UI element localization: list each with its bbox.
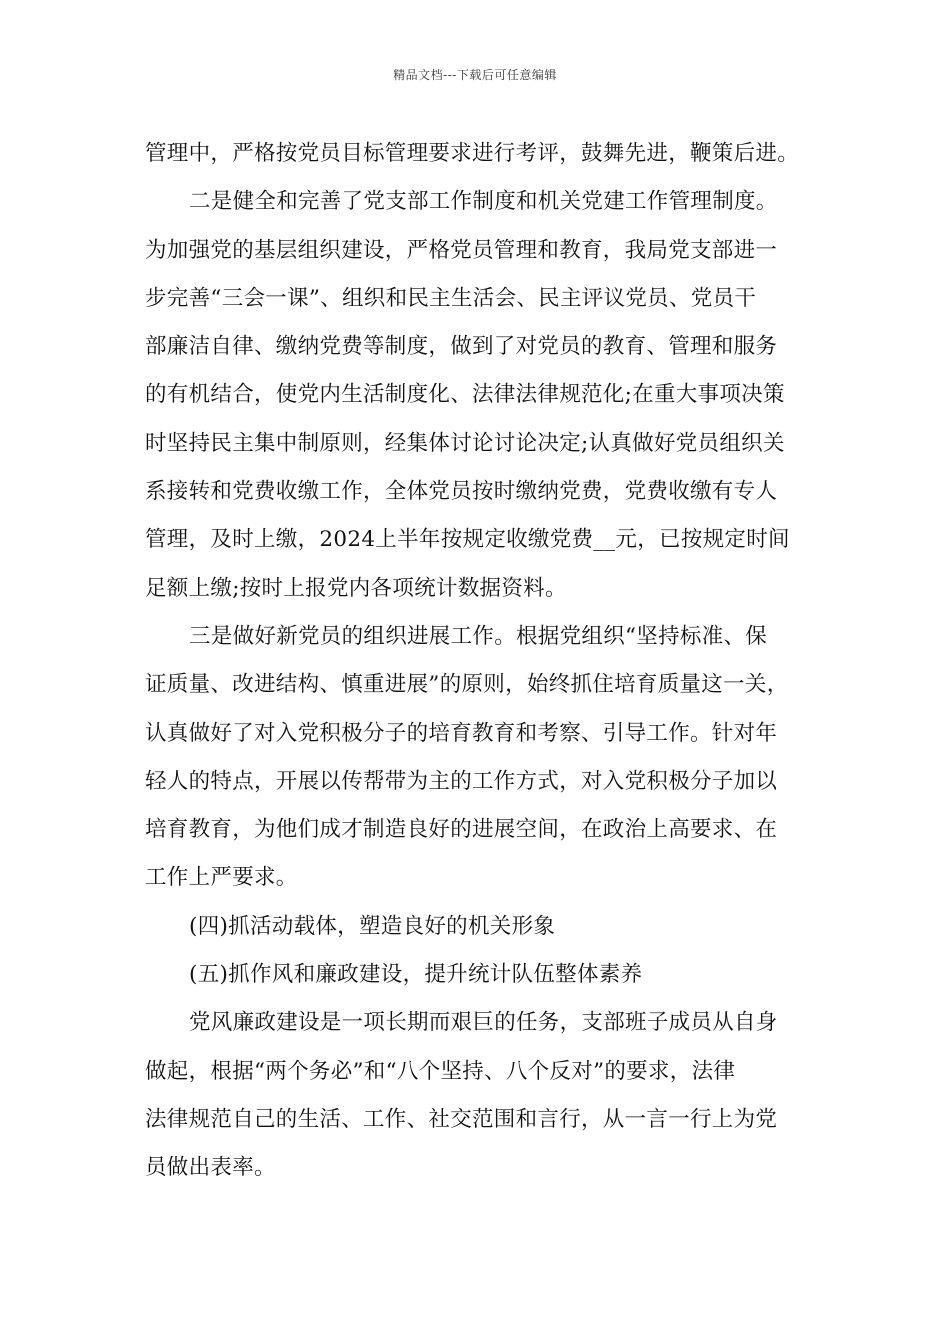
text-line: 为加强党的基层组织建设，严格党员管理和教育，我局党支部进一: [145, 237, 778, 263]
text-line: 法律规范自己的生活、工作、社交范围和言行，从一言一行上为党: [145, 1106, 778, 1132]
text-line: 轻人的特点，开展以传帮带为主的工作方式，对入党积极分子加以: [145, 768, 778, 794]
text-line: 的有机结合，使党内生活制度化、法律法律规范化;在重大事项决策: [145, 382, 785, 408]
section-heading: (四)抓活动载体，塑造良好的机关形象: [189, 913, 556, 939]
text-line: 时坚持民主集中制原则，经集体讨论讨论决定;认真做好党员组织关: [145, 430, 785, 456]
document-body: [145, 130, 825, 1193]
text-line: 系接转和党费收缴工作，全体党员按时缴纳党费，党费收缴有专人: [145, 479, 778, 505]
text-line: 二是健全和完善了党支部工作制度和机关党建工作管理制度。: [189, 189, 778, 215]
text-line: 足额上缴;按时上报党内各项统计数据资料。: [145, 575, 567, 601]
text-line: 部廉洁自律、缴纳党费等制度，做到了对党员的教育、管理和服务: [145, 334, 778, 360]
section-heading: (五)抓作风和廉政建设，提升统计队伍整体素养: [189, 962, 643, 988]
text-line: 培育教育，为他们成才制造良好的进展空间，在政治上高要求、在: [145, 817, 778, 843]
text-line: 员做出表率。: [145, 1155, 276, 1181]
text-line: 管理，及时上缴，2024上半年按规定收缴党费__元，已按规定时间: [145, 527, 790, 553]
page-header: 精品文档---下载后可任意编辑: [393, 68, 557, 82]
text-line: 做起，根据“两个务必”和“八个坚持、八个反对”的要求，法律: [145, 1058, 736, 1084]
text-line: 证质量、改进结构、慎重进展”的原则，始终抓住培育质量这一关，: [145, 672, 789, 698]
text-line: 三是做好新党员的组织进展工作。根据党组织“坚持标准、保: [189, 623, 768, 649]
text-line: 步完善“三会一课”、组织和民主生活会、民主评议党员、党员干: [145, 285, 757, 311]
text-line: 党风廉政建设是一项长期而艰巨的任务，支部班子成员从自身: [189, 1010, 778, 1036]
text-line: 工作上严要求。: [145, 865, 298, 891]
text-line: 认真做好了对入党积极分子的培育教育和考察、引导工作。针对年: [145, 720, 778, 746]
text-line: 管理中，严格按党员目标管理要求进行考评，鼓舞先进，鞭策后进。: [145, 141, 800, 166]
